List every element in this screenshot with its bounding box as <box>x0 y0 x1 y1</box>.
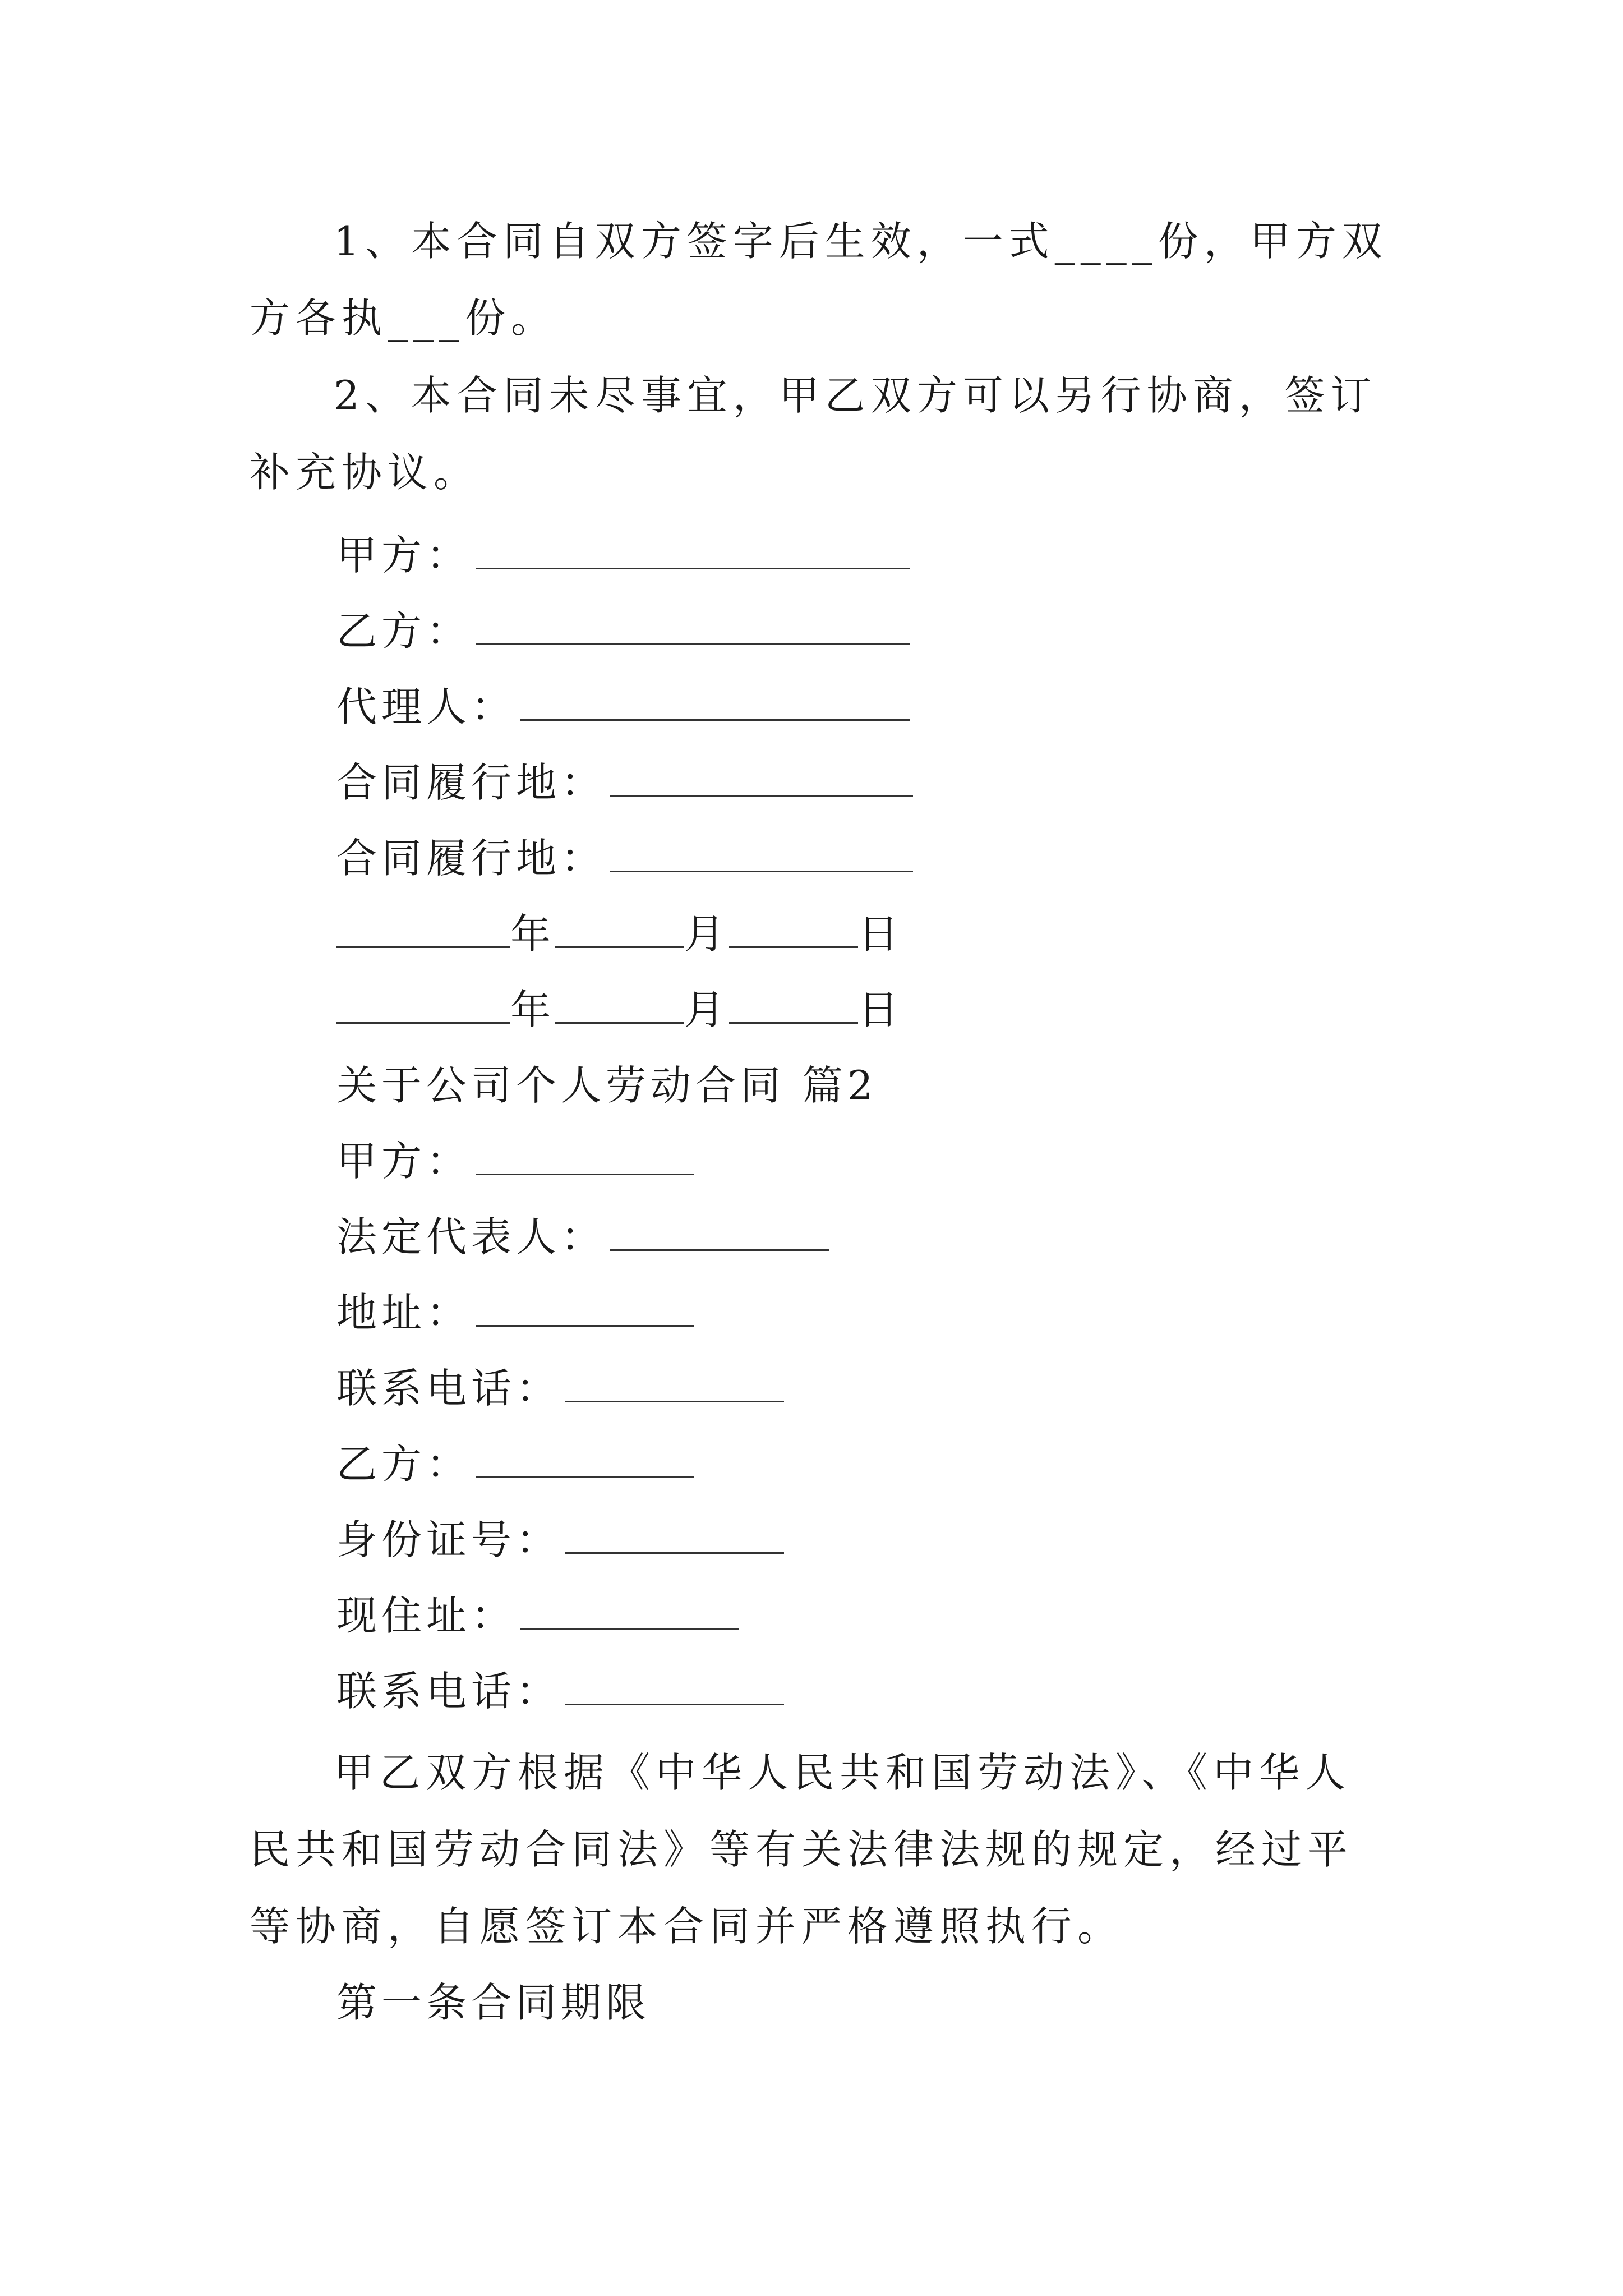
month-blank <box>555 983 684 1024</box>
id-label: 身份证号： <box>336 1516 561 1563</box>
clause-1: 1、本合同自双方签字后生效，一式____份，甲方双方各执___份。 <box>250 218 1388 342</box>
current-address-blank <box>520 1589 739 1630</box>
party-a-blank <box>476 1134 694 1175</box>
article-1-title: 第一条合同期限 <box>336 1979 651 2026</box>
place-blank-1 <box>610 756 913 797</box>
address-label: 地址： <box>336 1289 472 1336</box>
month-label: 月 <box>684 910 730 958</box>
date-line-1 <box>336 906 903 962</box>
phone-label-b: 联系电话： <box>336 1668 561 1715</box>
legal-rep-label: 法定代表人： <box>336 1213 606 1260</box>
party-b-label: 乙方： <box>336 1441 472 1488</box>
agent-label: 代理人： <box>336 683 517 730</box>
party-a-label: 甲方： <box>336 532 472 579</box>
signature-agent <box>336 679 910 735</box>
year-blank <box>336 983 510 1024</box>
phone-label-a: 联系电话： <box>336 1365 561 1412</box>
year-label: 年 <box>510 986 556 1033</box>
party-a-blank <box>476 528 910 569</box>
month-blank <box>555 907 684 948</box>
signature-party-b <box>336 603 910 659</box>
id-blank <box>565 1513 784 1554</box>
agent-blank <box>520 680 910 721</box>
day-label: 日 <box>858 910 903 958</box>
year-blank <box>336 907 510 948</box>
signature-place-1 <box>336 754 913 811</box>
day-blank <box>729 983 858 1024</box>
date-line-2 <box>336 982 903 1038</box>
phone-row-a <box>336 1360 784 1416</box>
party-b-row <box>336 1436 694 1492</box>
party-b-blank <box>476 1437 694 1478</box>
phone-blank-a <box>565 1361 784 1402</box>
day-blank <box>729 907 858 948</box>
party-a-label: 甲方： <box>336 1138 472 1185</box>
party-b-label: 乙方： <box>336 608 472 655</box>
id-row <box>336 1512 784 1568</box>
signature-party-a <box>336 527 910 583</box>
signature-place-2 <box>336 830 913 886</box>
address-row <box>336 1285 694 1341</box>
section-title: 关于公司个人劳动合同 篇2 <box>336 1062 878 1109</box>
legal-rep-blank <box>610 1210 829 1251</box>
place-label-2: 合同履行地： <box>336 835 606 882</box>
legal-rep-row <box>336 1209 829 1265</box>
place-blank-2 <box>610 831 913 872</box>
phone-blank-b <box>565 1664 784 1705</box>
party-a-row <box>336 1133 694 1189</box>
day-label: 日 <box>858 986 903 1033</box>
current-address-row <box>336 1588 739 1644</box>
year-label: 年 <box>510 910 556 958</box>
place-label-1: 合同履行地： <box>336 759 606 806</box>
month-label: 月 <box>684 986 730 1033</box>
clause-2: 2、本合同未尽事宜，甲乙双方可以另行协商，签订补充协议。 <box>250 372 1377 496</box>
party-b-blank <box>476 604 910 645</box>
phone-row-b <box>336 1663 784 1719</box>
address-blank <box>476 1286 694 1327</box>
preamble: 甲乙双方根据《中华人民共和国劳动法》、《中华人民共和国劳动合同法》等有关法律法规的规定，经过平等协商，自愿签订本合同并严格遵照执行。 <box>250 1749 1354 1950</box>
current-address-label: 现住址： <box>336 1592 517 1639</box>
